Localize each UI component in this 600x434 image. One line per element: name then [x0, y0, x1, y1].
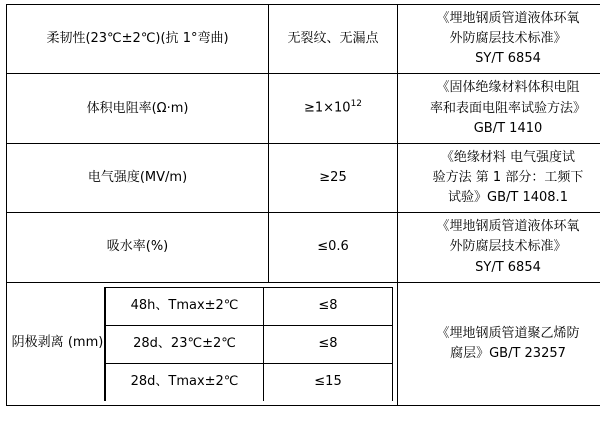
value-text: 无裂纹、无漏点	[287, 31, 378, 46]
table-row	[7, 213, 600, 282]
cathode-subtable	[105, 287, 393, 401]
standard-line: 验方法 第 1 部分：工频下	[402, 168, 600, 188]
standard-line: 试验》GB/T 1408.1	[402, 188, 600, 208]
table-row	[7, 143, 600, 212]
property-text: 吸水率(%)	[107, 239, 169, 254]
standard-cell	[398, 143, 600, 212]
standard-line: 《埋地钢质管道液体环氧	[402, 9, 600, 29]
standard-line: 腐层》GB/T 23257	[402, 344, 600, 364]
property-text: 电气强度(MV/m)	[88, 170, 187, 185]
standard-line: GB/T 1410	[402, 119, 600, 139]
table-row-cathode	[7, 282, 600, 405]
value-cell	[269, 143, 398, 212]
value-cell	[269, 74, 398, 143]
table-row	[7, 74, 600, 143]
property-cell	[7, 5, 269, 74]
cathode-wrapper	[11, 287, 393, 401]
cathode-subtable-wrap	[105, 287, 393, 401]
property-cell	[7, 213, 269, 282]
cathode-sub-row	[106, 287, 393, 325]
standard-cell	[398, 282, 600, 405]
document-page	[0, 4, 600, 434]
cathode-value: ≤8	[264, 325, 393, 363]
property-cell	[7, 74, 269, 143]
value-text: ≤0.6	[317, 239, 349, 254]
cathode-condition: 28d、23℃±2℃	[106, 325, 264, 363]
standard-line: SY/T 6854	[402, 49, 600, 69]
standard-line: 《绝缘材料 电气强度试	[402, 148, 600, 168]
property-cell	[7, 143, 269, 212]
cathode-sub-row	[106, 325, 393, 363]
cathode-label-line2: (mm)	[68, 335, 103, 350]
standard-line: SY/T 6854	[402, 258, 600, 278]
standard-line: 率和表面电阻率试验方法》	[402, 99, 600, 119]
value-exponent: 12	[351, 99, 362, 109]
value-cell	[269, 213, 398, 282]
cathode-value: ≤8	[264, 287, 393, 325]
standard-cell	[398, 74, 600, 143]
value-text: ≥1×10	[304, 101, 351, 116]
standard-cell	[398, 213, 600, 282]
cathode-label	[11, 287, 105, 401]
standard-line: 外防腐层技术标准》	[402, 237, 600, 257]
standard-line: 《固体绝缘材料体积电阻	[402, 78, 600, 98]
cathode-sub-row	[106, 363, 393, 401]
cathode-compound-cell	[7, 282, 398, 405]
standard-line: 《埋地钢质管道液体环氧	[402, 217, 600, 237]
specification-table	[6, 4, 600, 406]
standard-line: 外防腐层技术标准》	[402, 29, 600, 49]
cathode-value: ≤15	[264, 363, 393, 401]
cathode-condition: 28d、Tmax±2℃	[106, 363, 264, 401]
standard-cell	[398, 5, 600, 74]
value-text: ≥25	[319, 170, 346, 185]
property-text: 柔韧性(23℃±2℃)(抗 1°弯曲)	[46, 31, 228, 46]
value-cell	[269, 5, 398, 74]
standard-line: 《埋地钢质管道聚乙烯防	[402, 324, 600, 344]
cathode-condition: 48h、Tmax±2℃	[106, 287, 264, 325]
table-row	[7, 5, 600, 74]
cathode-label-line1: 阴极剥离	[12, 335, 64, 350]
property-text: 体积电阻率(Ω·m)	[87, 101, 189, 116]
